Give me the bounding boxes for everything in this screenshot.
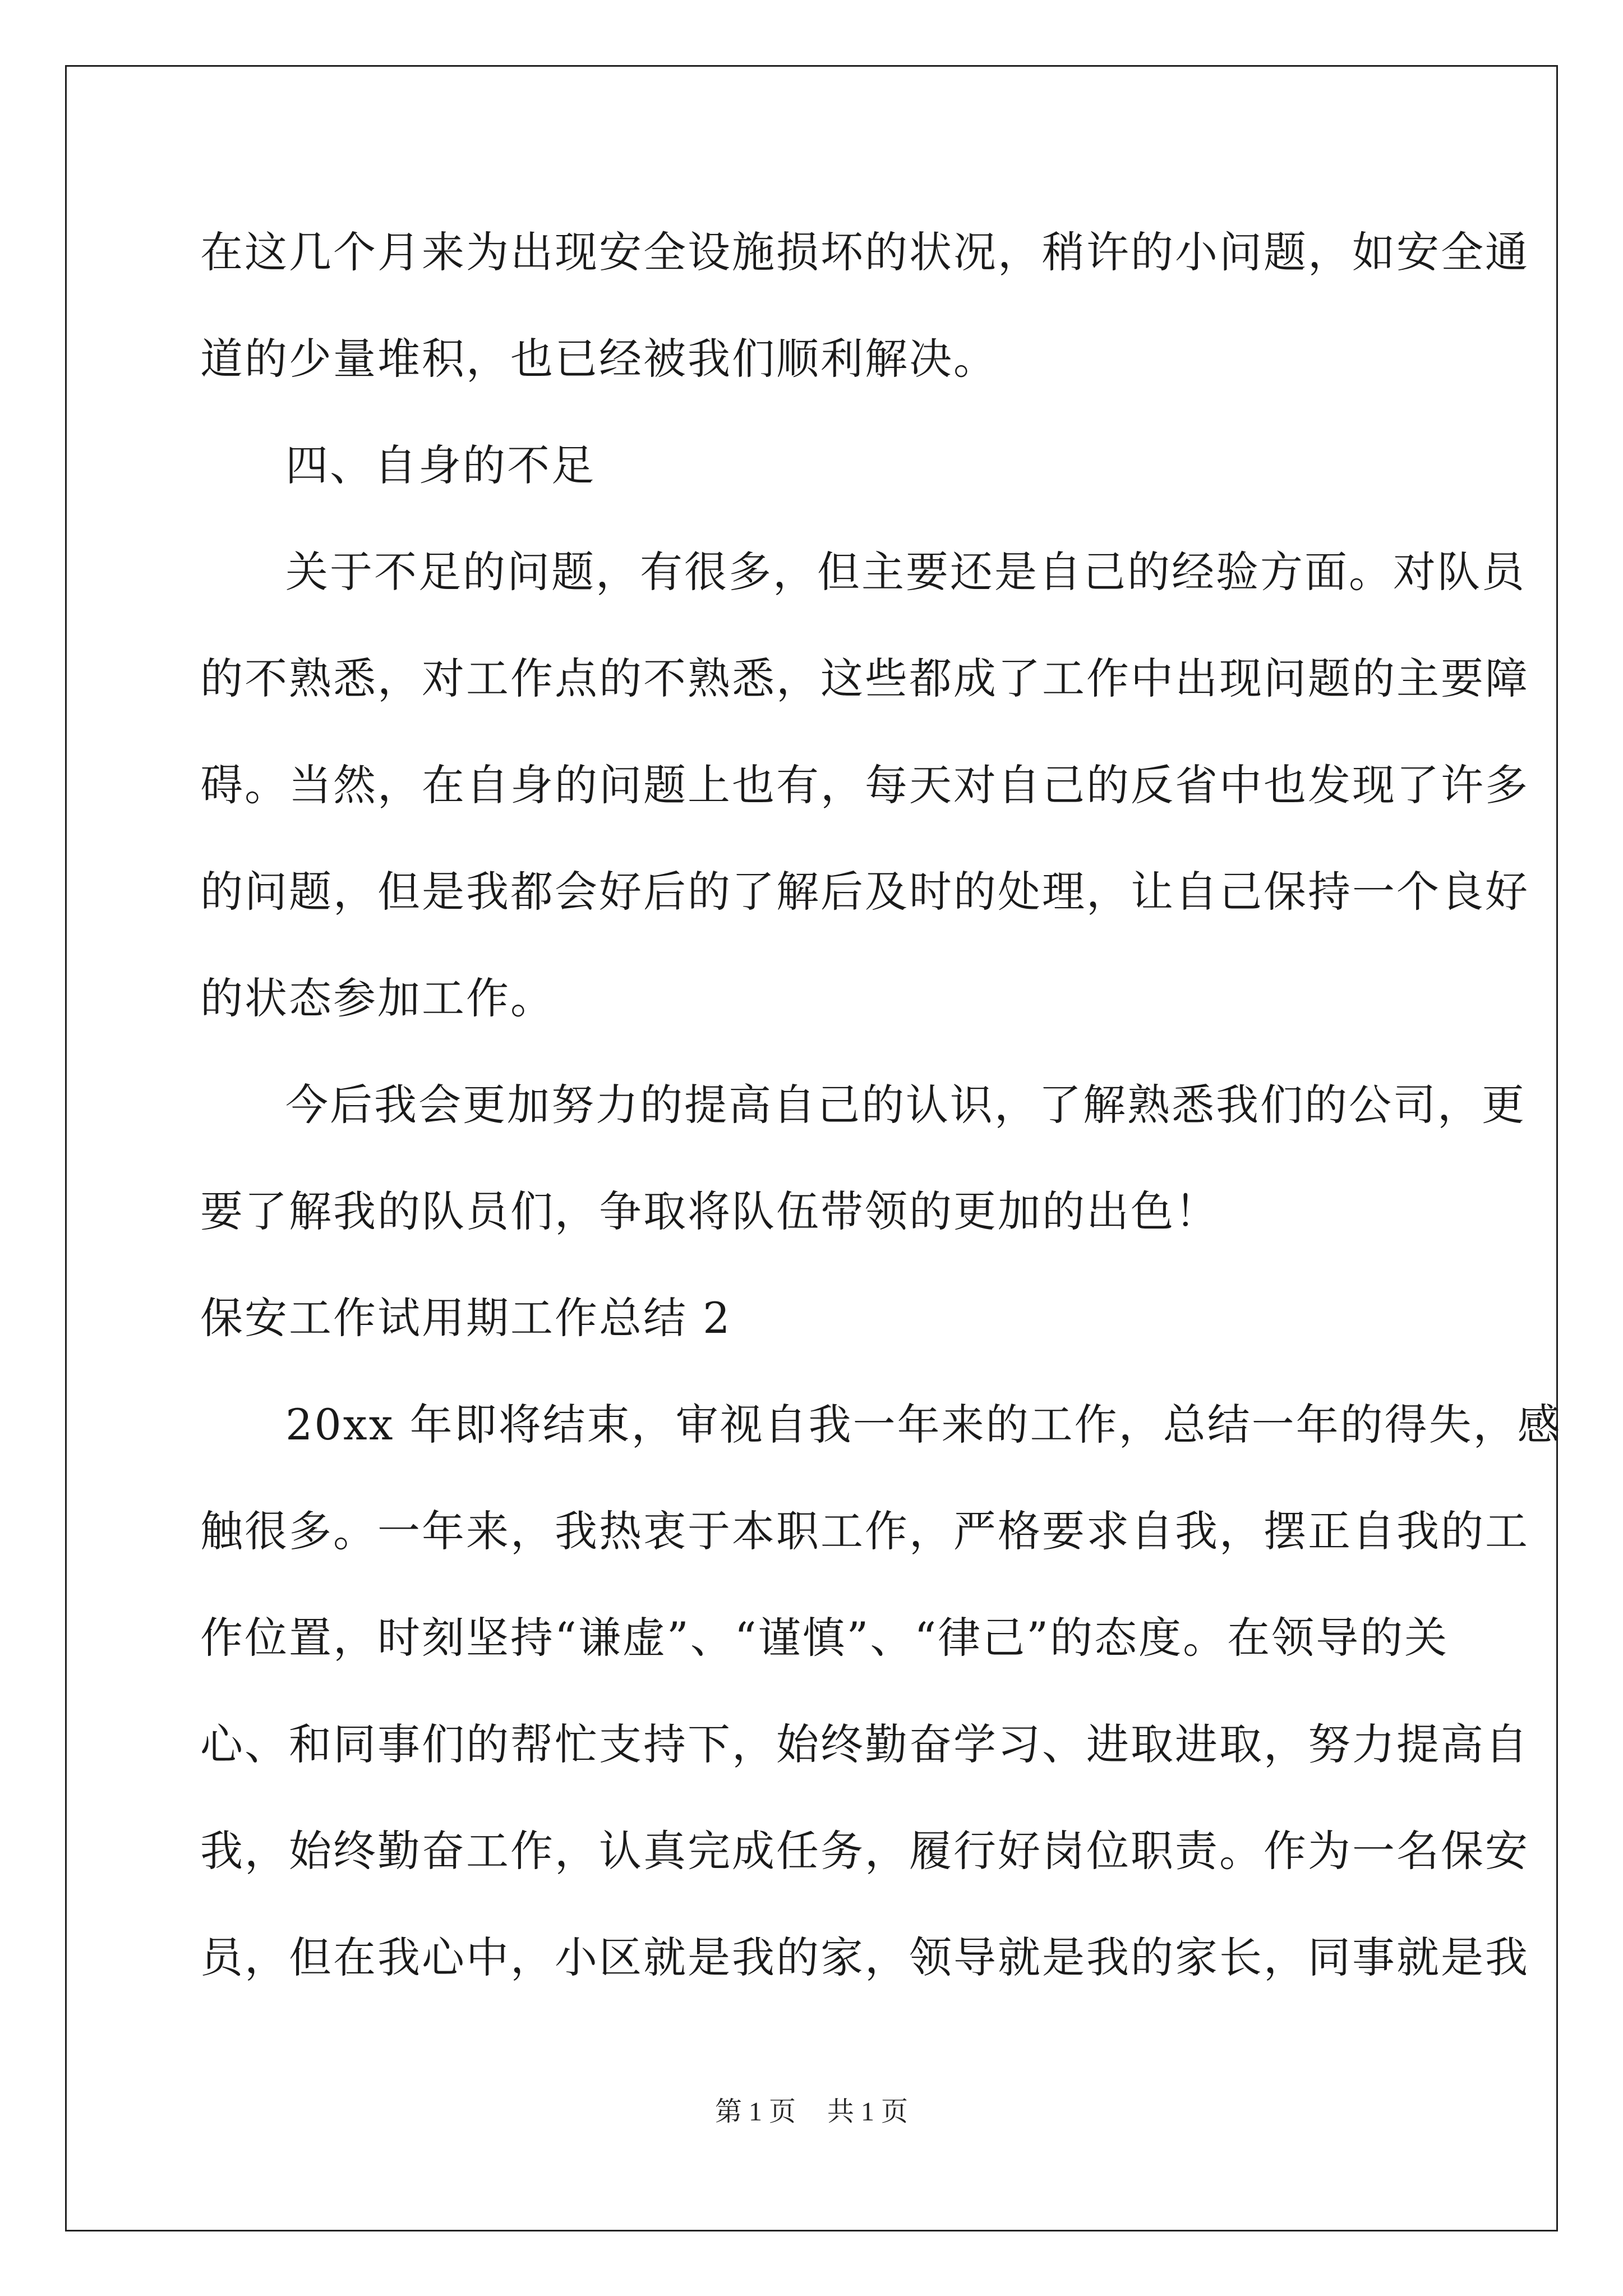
page-footer <box>0 2090 1623 2128</box>
body-line: 道的少量堆积，也已经被我们顺利解决。 <box>200 334 998 384</box>
paragraph-first-line: 关于不足的问题，有很多，但主要还是自己的经验方面。对队员 <box>285 547 1526 597</box>
document-title: 保安工作试用期工作总结 2 <box>200 1293 732 1343</box>
body-line: 的不熟悉，对工作点的不熟悉，这些都成了工作中出现问题的主要障 <box>200 654 1529 703</box>
body-line: 碍。当然，在自身的问题上也有，每天对自己的反省中也发现了许多 <box>200 760 1529 810</box>
body-line: 我，始终勤奋工作，认真完成任务，履行好岗位职责。作为一名保安 <box>200 1826 1529 1876</box>
page-number: 第 1 页 <box>714 2097 796 2127</box>
paragraph-first-line: 20xx 年即将结束，审视自我一年来的工作，总结一年的得失，感 <box>285 1400 1562 1450</box>
paragraph-first-line: 今后我会更加努力的提高自己的认识，了解熟悉我们的公司，更 <box>285 1080 1526 1130</box>
body-line: 在这几个月来为出现安全设施损坏的状况，稍许的小问题，如安全通 <box>200 227 1529 277</box>
body-line: 的问题，但是我都会好后的了解后及时的处理，让自己保持一个良好 <box>200 867 1529 917</box>
section-heading: 四、自身的不足 <box>285 440 596 490</box>
body-line: 要了解我的队员们，争取将队伍带领的更加的出色！ <box>200 1186 1219 1236</box>
document-body <box>200 213 1562 2025</box>
body-line: 触很多。一年来，我热衷于本职工作，严格要求自我，摆正自我的工 <box>200 1506 1529 1556</box>
body-line: 的状态参加工作。 <box>200 973 555 1023</box>
body-line: 作位置，时刻坚持“谦虚”、“谨慎”、“律己”的态度。在领导的关 <box>200 1613 1449 1663</box>
body-line: 员，但在我心中，小区就是我的家，领导就是我的家长，同事就是我 <box>200 1932 1529 1982</box>
body-line: 心、和同事们的帮忙支持下，始终勤奋学习、进取进取，努力提高自 <box>200 1719 1529 1769</box>
page-total: 共 1 页 <box>827 2097 909 2127</box>
